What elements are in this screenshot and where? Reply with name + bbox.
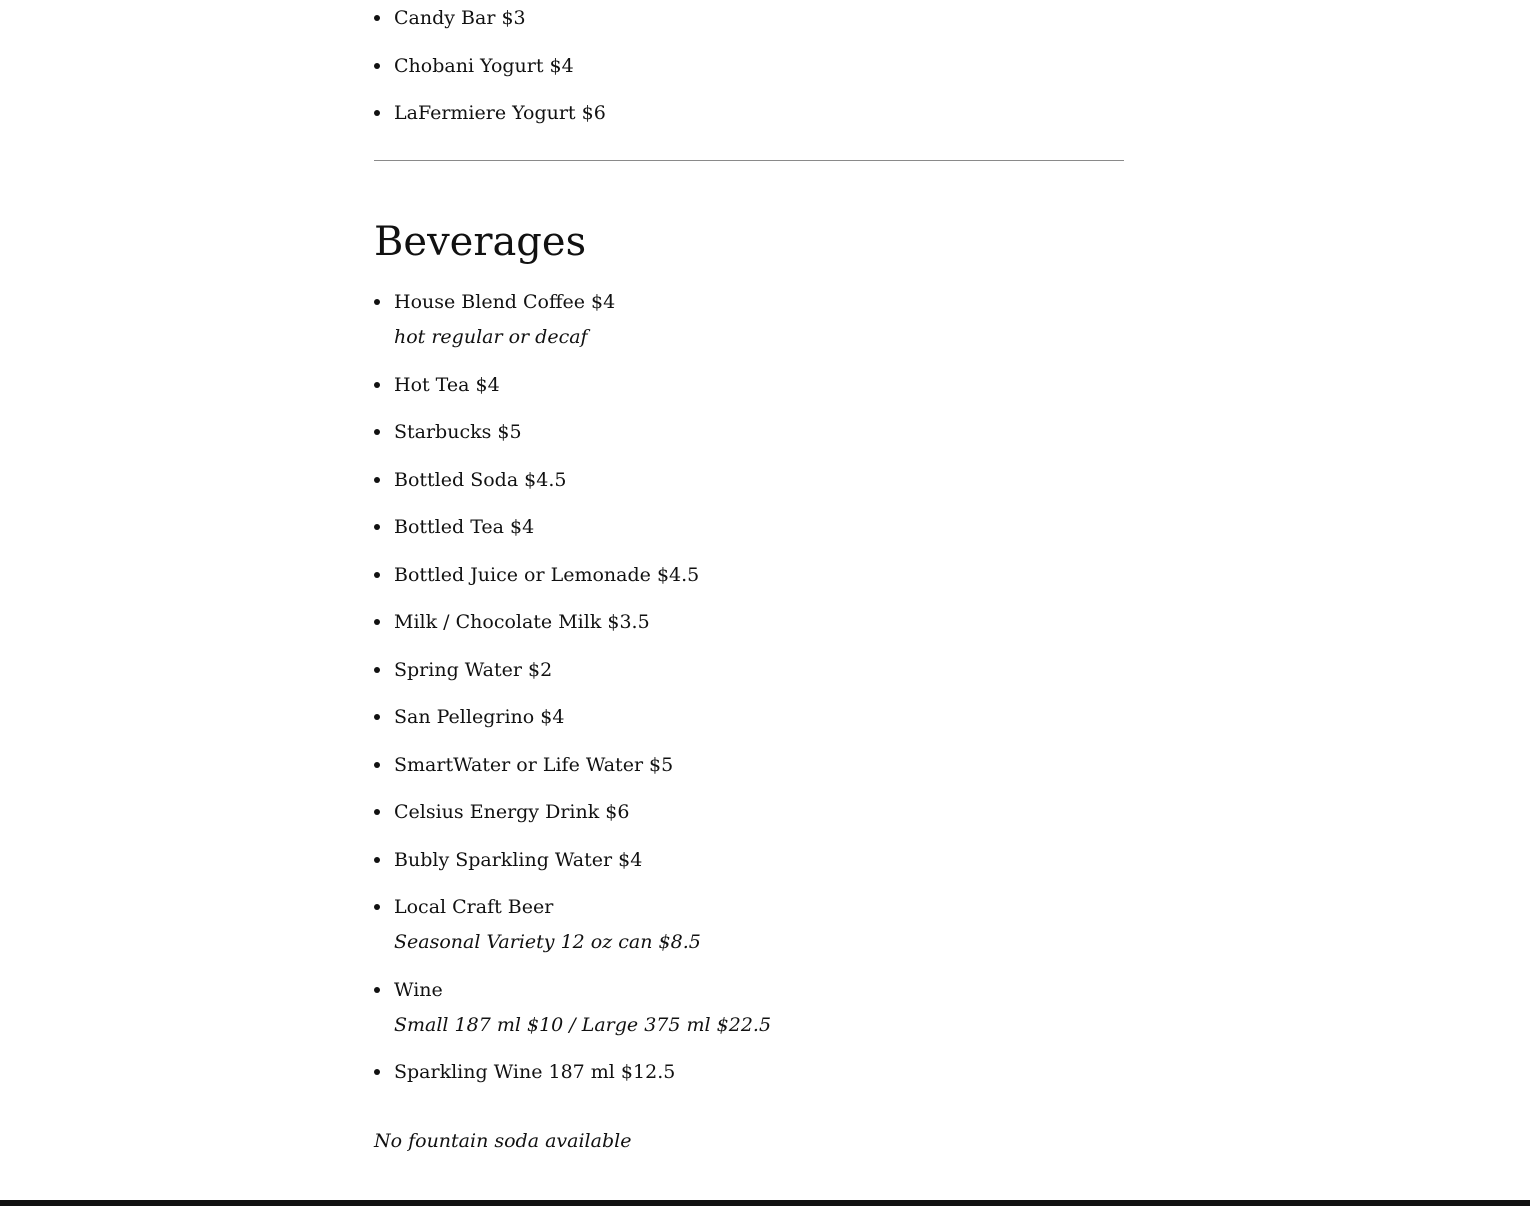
- list-item: [374, 6, 606, 30]
- item-label: Bubly Sparkling Water $4: [394, 848, 643, 871]
- list-item: [374, 290, 771, 349]
- list-item: [374, 658, 771, 682]
- list-item: [374, 753, 771, 777]
- item-label: Milk / Chocolate Milk $3.5: [394, 611, 650, 633]
- item-note: hot regular or decaf: [394, 326, 588, 348]
- section-divider: [374, 160, 1124, 161]
- list-item: [374, 800, 771, 824]
- beverages-list: [374, 290, 771, 1108]
- item-label: Candy Bar $3: [394, 7, 526, 29]
- item-note: Small 187 ml $10 / Large 375 ml $22.5: [394, 1013, 772, 1036]
- list-item: [374, 978, 771, 1037]
- item-label: Sparkling Wine 187 ml $12.5: [394, 1061, 676, 1083]
- fountain-soda-note: No fountain soda available: [374, 1130, 632, 1152]
- item-note: Seasonal Variety 12 oz can $8.5: [394, 931, 701, 953]
- list-item: [374, 895, 771, 954]
- item-label: Hot Tea $4: [394, 373, 500, 396]
- list-item: [374, 420, 771, 444]
- list-item: [374, 54, 606, 78]
- item-label: LaFermiere Yogurt $6: [394, 102, 606, 124]
- item-label: Spring Water $2: [394, 658, 553, 681]
- list-item: [374, 515, 771, 539]
- item-label: Chobani Yogurt $4: [394, 54, 574, 77]
- item-label: Local Craft Beer: [394, 896, 554, 918]
- footer-bar: [0, 1200, 1530, 1206]
- list-item: [374, 101, 606, 125]
- item-label: Bottled Soda $4.5: [394, 468, 567, 491]
- item-label: Bottled Tea $4: [394, 516, 535, 538]
- item-label: SmartWater or Life Water $5: [394, 753, 674, 776]
- list-item: [374, 848, 771, 872]
- list-item: [374, 373, 771, 397]
- list-item: [374, 705, 771, 729]
- snacks-list: [374, 6, 606, 149]
- item-label: House Blend Coffee $4: [394, 291, 616, 313]
- section-title-beverages: Beverages: [374, 219, 587, 265]
- list-item: [374, 468, 771, 492]
- item-label: Bottled Juice or Lemonade $4.5: [394, 563, 700, 586]
- item-label: Starbucks $5: [394, 421, 522, 443]
- item-label: Wine: [394, 978, 443, 1001]
- item-label: Celsius Energy Drink $6: [394, 801, 630, 823]
- list-item: [374, 610, 771, 634]
- list-item: [374, 1060, 771, 1084]
- item-label: San Pellegrino $4: [394, 706, 565, 728]
- list-item: [374, 563, 771, 587]
